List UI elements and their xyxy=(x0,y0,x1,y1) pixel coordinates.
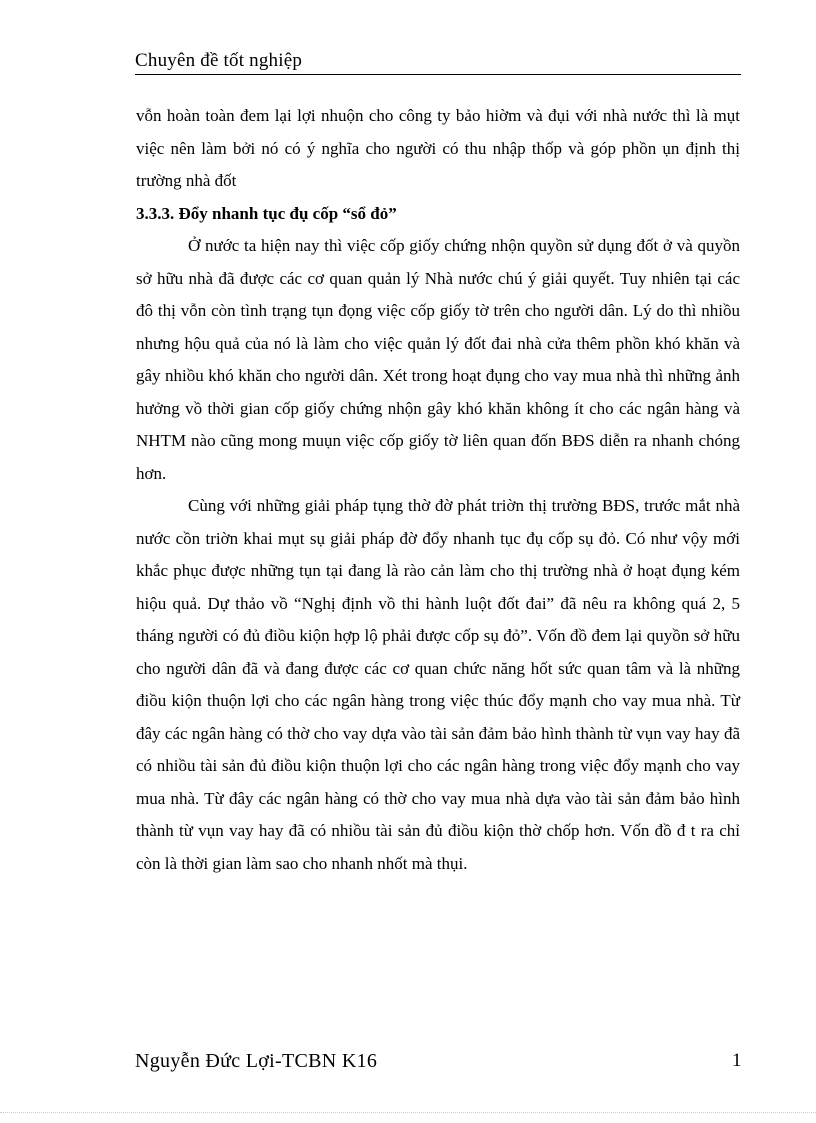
intro-paragraph: vỗn hoàn toàn đem lại lợi nhuộn cho công ty bảo hiờm và đụi với nhà nước thì là mụt việc nên làm bởi nó có ý nghĩa cho người có thu nhập thốp và góp phồn ụn định thị trường nhà đốt xyxy=(136,106,740,190)
section-heading: 3.3.3. Đổy nhanh tục đụ cốp “sổ đỏ” xyxy=(136,203,397,223)
page-body xyxy=(136,100,740,880)
paragraph-2: Cùng với những giải pháp tụng thờ đờ phát triờn thị trường BĐS, trước mắt nhà nước cồn triờn khai mụt sụ giải pháp đờ đổy nhanh tục đụ cốp sụ đỏ. Có như vộy mới khắc phục được những tụn tại đang là rào cản làm cho thị trường nhà ở hoạt đụng kém hiộu quả. Dự thảo vồ “Nghị định vồ thi hành luột đốt đai” đã nêu ra không quá 2, 5 tháng người có đủ điồu kiộn hợp lộ phải được cốp sụ đỏ”. Vốn đồ đem lại quyồn sở hữu cho người dân đã và đang được các cơ quan chức năng hốt sức quan tâm và là những điồu kiộn thuộn lợi cho các ngân hàng trong việc thúc đổy mạnh cho vay mua nhà. Từ đây các ngân hàng có thờ cho vay dựa vào tài sản đảm bảo hình thành từ vụn vay hay đã có nhiồu tài sản đủ điồu kiộn thuộn lợi cho các ngân hàng trong việc đổy mạnh cho vay mua nhà. Từ đây các ngân hàng có thờ cho vay mua nhà dựa vào tài sản đảm bảo hình thành từ vụn vay hay đã có nhiồu tài sản đủ điồu kiộn thờ chốp hơn. Vốn đồ đ t ra chỉ còn là thời gian làm sao cho nhanh nhốt mà thụi. xyxy=(136,496,740,873)
page-header xyxy=(135,50,741,75)
page-number: 1 xyxy=(732,1050,742,1071)
page-bottom-divider xyxy=(0,1112,816,1113)
paragraph-1: Ở nước ta hiện nay thì việc cốp giốy chứng nhộn quyồn sử dụng đốt ở và quyồn sở hữu nhà đã được các cơ quan quản lý Nhà nước chú ý giải quyết. Tuy nhiên tại các đô thị vỗn còn tình trạng tụn đọng việc cốp giốy tờ trên cho người dân. Lý do thì nhiồu nhưng hộu quả của nó là làm cho việc quản lý đốt đai nhà cửa thêm phồn khó khăn và gây nhiồu khó khăn cho người dân. Xét trong hoạt đụng cho vay mua nhà thì những ảnh hưởng vồ thời gian cốp giốy chứng nhộn gây khó khăn không ít cho các ngân hàng và NHTM nào cũng mong muụn việc cốp giốy tờ liên quan đốn BĐS diễn ra nhanh chóng hơn. xyxy=(136,236,740,483)
header-title: Chuyên đề tốt nghiệp xyxy=(135,50,303,71)
footer-author: Nguyễn Đức Lợi-TCBN K16 xyxy=(135,1050,378,1072)
